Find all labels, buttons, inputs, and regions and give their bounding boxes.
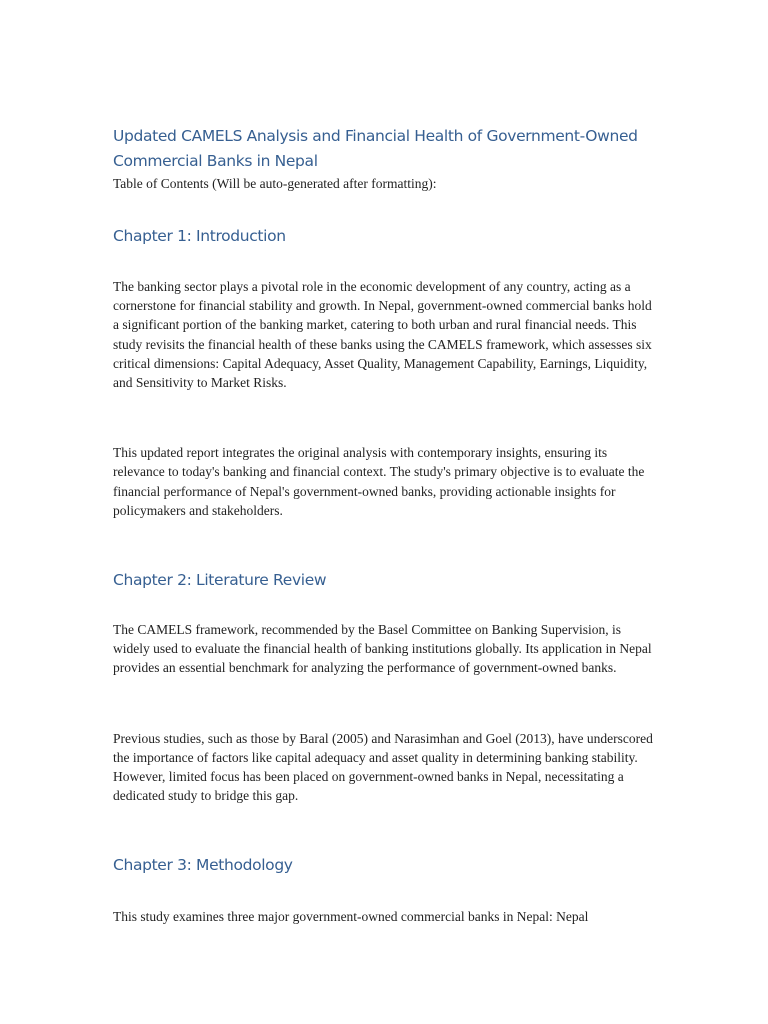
chapter-1-heading: Chapter 1: Introduction (113, 227, 286, 245)
chapter-3-heading: Chapter 3: Methodology (113, 856, 293, 875)
chapter-2-paragraph-2: Previous studies, such as those by Baral (2005) and Narasimhan and Goel (2013), have underscored the importance of factors like capital adequacy and asset quality in determining banking stability. However, limited focus has been placed on government-owned banks in Nepal, necessitating a dedicated study to bridge this gap. (113, 730, 653, 804)
chapter-1-paragraph-1: The banking sector plays a pivotal role in the economic development of any country, acting as a cornerstone for financial stability and growth. In Nepal, government-owned commercial banks hold a significant portion of the banking market, catering to both urban and rural financial needs. This study revisits the financial health of these banks using the CAMELS framework, which assesses six critical dimensions: Capital Adequacy, Asset Quality, Management Capability, Earnings, Liquidity, and Sensitivity to Market Risks. (113, 279, 652, 391)
table-of-contents-note: Table of Contents (Will be auto-generated after formatting): (113, 176, 437, 191)
chapter-2-paragraph-1: The CAMELS framework, recommended by the Basel Committee on Banking Supervision, is widely used to evaluate the financial health of banking institutions globally. Its application in Nepal provides an essential benchmark for analyzing the performance of government-owned banks. (113, 622, 652, 676)
chapter-1-paragraph-2: This updated report integrates the original analysis with contemporary insights, ensuring its relevance to today's banking and financial context. The study's primary objective is to evaluate the financial performance of Nepal's government-owned banks, providing actionable insights for policymakers and stakeholders. (113, 445, 645, 518)
document-page (113, 124, 658, 927)
document-title: Updated CAMELS Analysis and Financial Health of Government-Owned Commercial Banks in Nepal (113, 127, 638, 170)
chapter-2-heading: Chapter 2: Literature Review (113, 571, 327, 590)
chapter-3-paragraph-1: This study examines three major government-owned commercial banks in Nepal: Nepal (113, 909, 589, 925)
